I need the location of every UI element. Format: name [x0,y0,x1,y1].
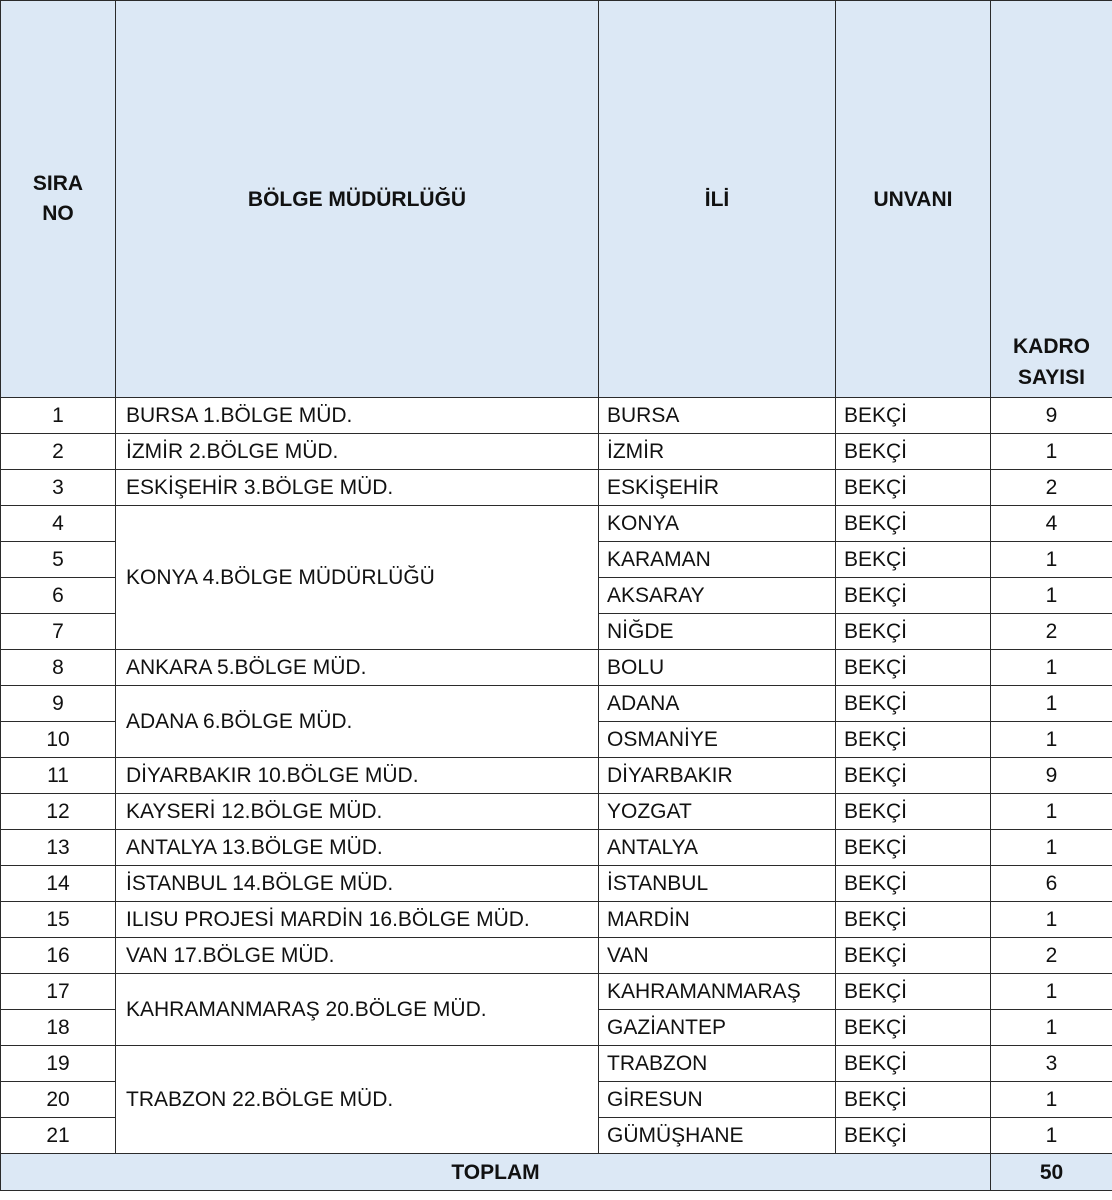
row-no: 5 [1,542,116,578]
row-no: 1 [1,398,116,434]
kadro-cell: 9 [991,398,1112,434]
unvan-cell: BEKÇİ [836,866,991,902]
il-cell: OSMANİYE [599,722,836,758]
kadro-cell: 1 [991,578,1112,614]
header-kadro [991,1,1112,398]
row-no: 2 [1,434,116,470]
table-row [1,506,1112,542]
table-row [1,758,1112,794]
total-row [1,1154,1112,1191]
header-il [599,1,836,398]
row-no: 3 [1,470,116,506]
il-cell: GİRESUN [599,1082,836,1118]
unvan-cell: BEKÇİ [836,650,991,686]
region-cell: DİYARBAKIR 10.BÖLGE MÜD. [116,758,599,794]
table-row [1,974,1112,1010]
region-cell: TRABZON 22.BÖLGE MÜD. [116,1046,599,1154]
row-no: 7 [1,614,116,650]
unvan-cell: BEKÇİ [836,470,991,506]
row-no: 14 [1,866,116,902]
table-row [1,398,1112,434]
kadro-cell: 1 [991,1118,1112,1154]
region-cell: ADANA 6.BÖLGE MÜD. [116,686,599,758]
row-no: 18 [1,1010,116,1046]
header-unvan [836,1,991,398]
total-value: 50 [991,1154,1112,1191]
unvan-cell: BEKÇİ [836,722,991,758]
row-no: 10 [1,722,116,758]
unvan-cell: BEKÇİ [836,614,991,650]
region-cell: BURSA 1.BÖLGE MÜD. [116,398,599,434]
row-no: 16 [1,938,116,974]
kadro-cell: 1 [991,434,1112,470]
unvan-cell: BEKÇİ [836,506,991,542]
kadro-cell: 1 [991,902,1112,938]
kadro-cell: 2 [991,470,1112,506]
region-cell: KONYA 4.BÖLGE MÜDÜRLÜĞÜ [116,506,599,650]
header-il-text: İLİ [704,187,730,211]
unvan-cell: BEKÇİ [836,542,991,578]
unvan-cell: BEKÇİ [836,398,991,434]
region-cell: ANTALYA 13.BÖLGE MÜD. [116,830,599,866]
total-label: TOPLAM [1,1154,991,1191]
il-cell: YOZGAT [599,794,836,830]
row-no: 4 [1,506,116,542]
kadro-cell: 1 [991,794,1112,830]
kadro-cell: 3 [991,1046,1112,1082]
region-cell: ANKARA 5.BÖLGE MÜD. [116,650,599,686]
row-no: 20 [1,1082,116,1118]
il-cell: NİĞDE [599,614,836,650]
header-row [1,1,1112,398]
table-row [1,686,1112,722]
region-cell: KAHRAMANMARAŞ 20.BÖLGE MÜD. [116,974,599,1046]
unvan-cell: BEKÇİ [836,1118,991,1154]
table-row [1,434,1112,470]
unvan-cell: BEKÇİ [836,434,991,470]
unvan-cell: BEKÇİ [836,686,991,722]
region-cell: ILISU PROJESİ MARDİN 16.BÖLGE MÜD. [116,902,599,938]
kadro-cell: 1 [991,722,1112,758]
row-no: 15 [1,902,116,938]
il-cell: MARDİN [599,902,836,938]
region-cell: KAYSERİ 12.BÖLGE MÜD. [116,794,599,830]
table-row [1,866,1112,902]
il-cell: İSTANBUL [599,866,836,902]
row-no: 12 [1,794,116,830]
row-no: 9 [1,686,116,722]
unvan-cell: BEKÇİ [836,794,991,830]
il-cell: KAHRAMANMARAŞ [599,974,836,1010]
header-sira-no-text: SIRA NO [32,171,84,225]
unvan-cell: BEKÇİ [836,1046,991,1082]
row-no: 8 [1,650,116,686]
il-cell: İZMİR [599,434,836,470]
unvan-cell: BEKÇİ [836,578,991,614]
unvan-cell: BEKÇİ [836,758,991,794]
il-cell: VAN [599,938,836,974]
region-cell: VAN 17.BÖLGE MÜD. [116,938,599,974]
il-cell: TRABZON [599,1046,836,1082]
il-cell: BOLU [599,650,836,686]
table-row [1,650,1112,686]
kadro-cell: 2 [991,938,1112,974]
table-row [1,938,1112,974]
il-cell: GÜMÜŞHANE [599,1118,836,1154]
kadro-cell: 9 [991,758,1112,794]
row-no: 17 [1,974,116,1010]
kadro-cell: 1 [991,686,1112,722]
il-cell: KONYA [599,506,836,542]
header-kadro-text: KADRO SAYISI [1013,335,1090,389]
region-cell: İZMİR 2.BÖLGE MÜD. [116,434,599,470]
unvan-cell: BEKÇİ [836,830,991,866]
unvan-cell: BEKÇİ [836,902,991,938]
row-no: 19 [1,1046,116,1082]
kadro-cell: 1 [991,1010,1112,1046]
table-row [1,470,1112,506]
il-cell: AKSARAY [599,578,836,614]
row-no: 11 [1,758,116,794]
kadro-cell: 1 [991,974,1112,1010]
kadro-cell: 1 [991,542,1112,578]
kadro-cell: 1 [991,1082,1112,1118]
table-row [1,1046,1112,1082]
il-cell: ESKİŞEHİR [599,470,836,506]
il-cell: ANTALYA [599,830,836,866]
il-cell: KARAMAN [599,542,836,578]
il-cell: DİYARBAKIR [599,758,836,794]
table-row [1,830,1112,866]
row-no: 6 [1,578,116,614]
il-cell: ADANA [599,686,836,722]
kadro-cell: 1 [991,650,1112,686]
header-bolge [116,1,599,398]
kadro-cell: 2 [991,614,1112,650]
unvan-cell: BEKÇİ [836,1082,991,1118]
il-cell: BURSA [599,398,836,434]
region-cell: İSTANBUL 14.BÖLGE MÜD. [116,866,599,902]
unvan-cell: BEKÇİ [836,1010,991,1046]
kadro-cell: 4 [991,506,1112,542]
unvan-cell: BEKÇİ [836,938,991,974]
kadro-cell: 1 [991,830,1112,866]
il-cell: GAZİANTEP [599,1010,836,1046]
row-no: 13 [1,830,116,866]
table-row [1,902,1112,938]
header-sira-no [1,1,116,398]
row-no: 21 [1,1118,116,1154]
table-row [1,794,1112,830]
unvan-cell: BEKÇİ [836,974,991,1010]
header-bolge-text: BÖLGE MÜDÜRLÜĞÜ [247,187,467,211]
header-unvan-text: UNVANI [873,187,953,211]
kadro-cell: 6 [991,866,1112,902]
region-cell: ESKİŞEHİR 3.BÖLGE MÜD. [116,470,599,506]
